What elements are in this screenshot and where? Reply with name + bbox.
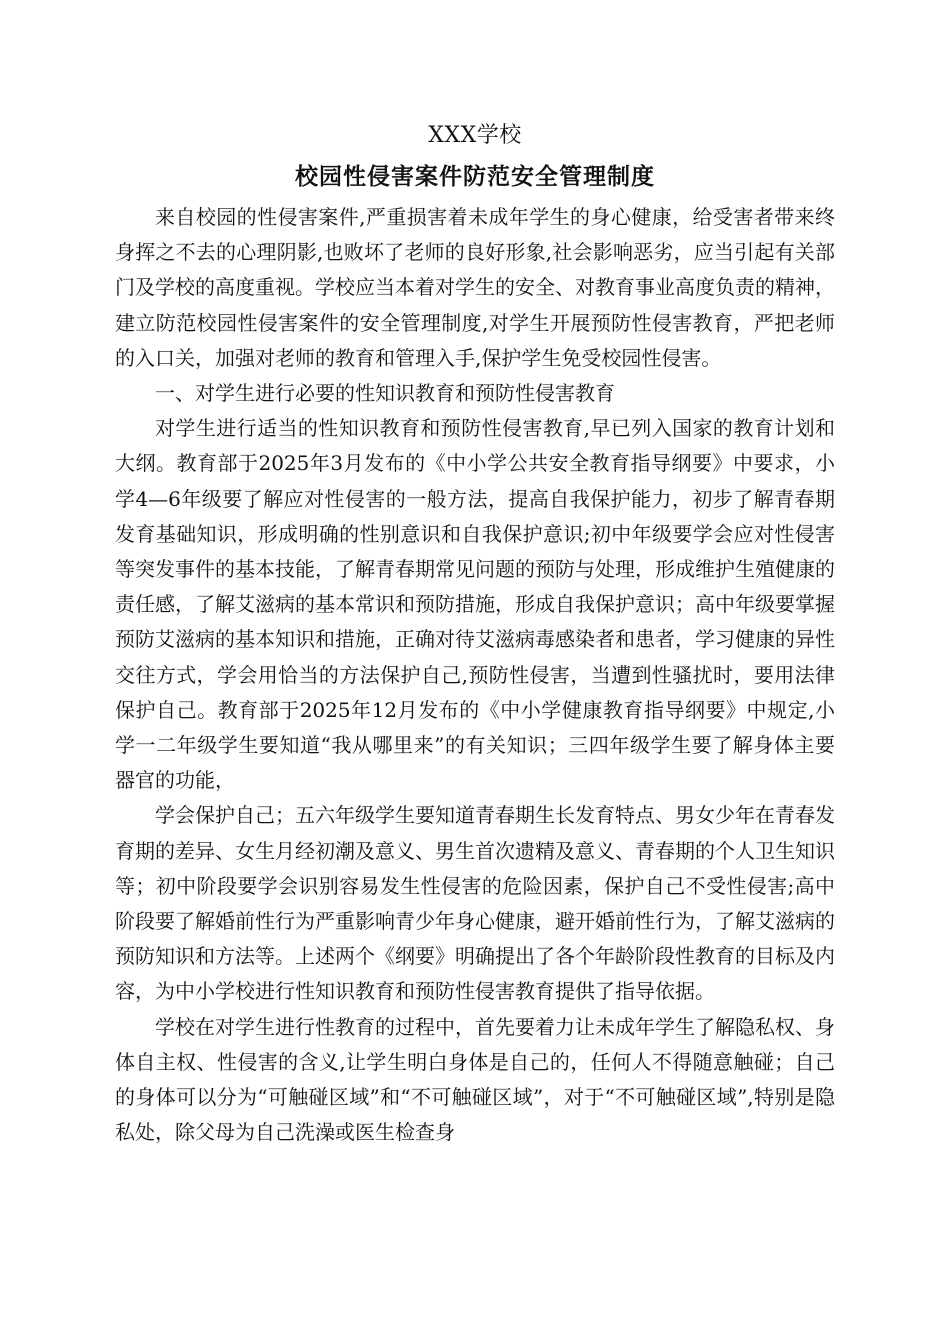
school-title: XXX学校: [428, 123, 522, 148]
document-page: [115, 118, 835, 1150]
body-paragraph: 对学生进行适当的性知识教育和预防性侵害教育,早已列入国家的教育计划和大纲。教育部于2025年3月发布的《中小学公共安全教育指导纲要》中要求，小学4—6年级要了解应对性侵害的一般方法，提高自我保护能力，初步了解青春期发育基础知识，形成明确的性别意识和自我保护意识;初中年级要学会应对性侵害等突发事件的基本技能，了解青春期常见问题的预防与处理，形成维护生殖健康的责任感，了解艾滋病的基本常识和预防措施，形成自我保护意识；高中年级要掌握预防艾滋病的基本知识和措施，正确对待艾滋病毒感染者和患者，学习健康的异性交往方式，学会用恰当的方法保护自己,预防性侵害，当遭到性骚扰时，要用法律保护自己。教育部于2025年12月发布的《中小学健康教育指导纲要》中规定,小学一二年级学生要知道“我从哪里来”的有关知识；三四年级学生要了解身体主要器官的功能，: [115, 416, 835, 793]
section-heading-1: 一、对学生进行必要的性知识教育和预防性侵害教育: [155, 381, 615, 406]
body-paragraph: 学校在对学生进行性教育的过程中，首先要着力让未成年学生了解隐私权、身体自主权、性侵害的含义,让学生明白身体是自己的，任何人不得随意触碰；自己的身体可以分为“可触碰区域”和“不可触碰区域”，对于“不可触碰区域”,特别是隐私处，除父母为自己洗澡或医生检查身: [115, 1014, 835, 1145]
body-paragraph: 学会保护自己；五六年级学生要知道青春期生长发育特点、男女少年在青春发育期的差异、女生月经初潮及意义、男生首次遗精及意义、青春期的个人卫生知识等；初中阶段要学会识别容易发生性侵害的危险因素，保护自己不受性侵害;高中阶段要了解婚前性行为严重影响青少年身心健康，避开婚前性行为，了解艾滋病的预防知识和方法等。上述两个《纲要》明确提出了各个年龄阶段性教育的目标及内容，为中小学校进行性知识教育和预防性侵害教育提供了指导依据。: [115, 803, 835, 1004]
intro-paragraph: 来自校园的性侵害案件,严重损害着未成年学生的身心健康，给受害者带来终身挥之不去的心理阴影,也败坏了老师的良好形象,社会影响恶劣，应当引起有关部门及学校的高度重视。学校应当本着对学生的安全、对教育事业高度负责的精神，建立防范校园性侵害案件的安全管理制度,对学生开展预防性侵害教育，严把老师的入口关，加强对老师的教育和管理入手,保护学生免受校园性侵害。: [115, 205, 835, 370]
document-title: 校园性侵害案件防范安全管理制度: [295, 164, 655, 190]
document-body: [115, 200, 835, 1150]
